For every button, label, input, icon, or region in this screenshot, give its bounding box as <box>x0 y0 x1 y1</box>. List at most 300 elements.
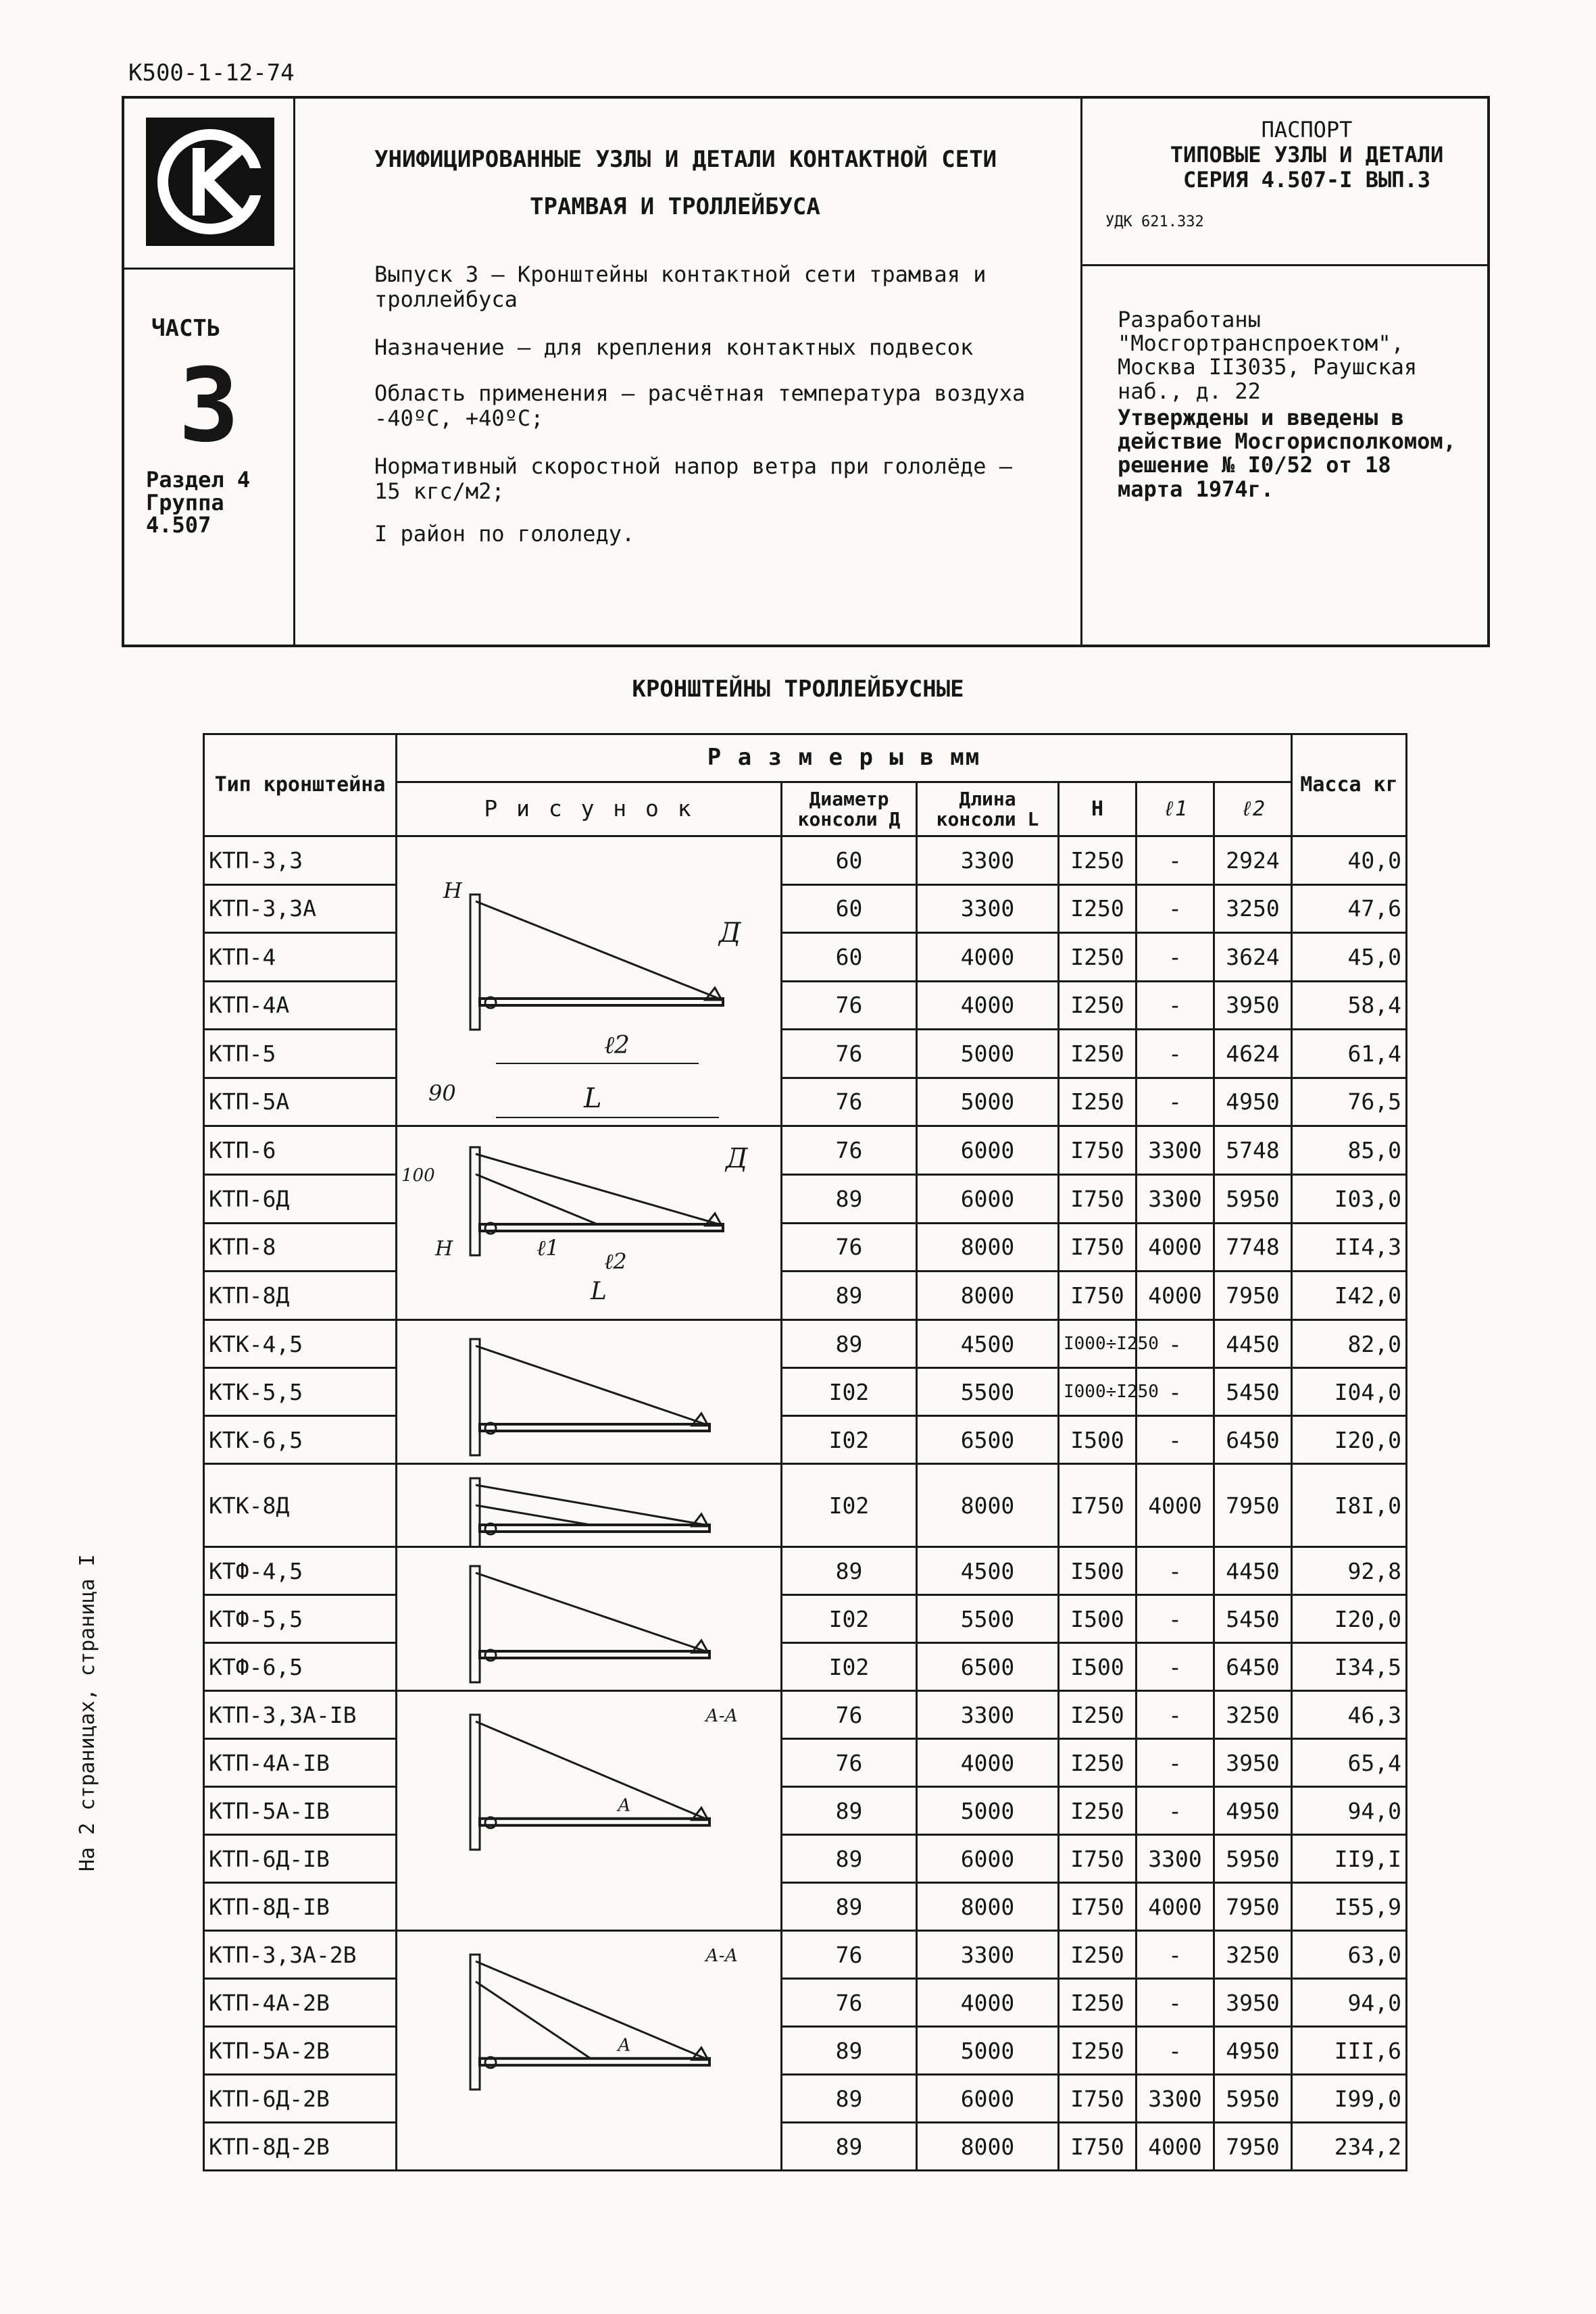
cell-type: КТК-4,5 <box>204 1320 397 1368</box>
cell-h: I250 <box>1059 1078 1137 1126</box>
table-row <box>204 1979 1407 2027</box>
cell-l1: 4000 <box>1137 1272 1214 1320</box>
cell-length: 3300 <box>917 1691 1059 1739</box>
document-code: К500-1-12-74 <box>128 59 295 86</box>
label-h: H <box>443 878 462 903</box>
cell-h: I500 <box>1059 1595 1137 1643</box>
cell-l2: 6450 <box>1214 1643 1292 1691</box>
cell-l2: 5950 <box>1214 1835 1292 1883</box>
cell-mass: 92,8 <box>1292 1547 1407 1595</box>
cell-diameter: 76 <box>782 1931 917 1979</box>
console-line <box>480 2058 709 2065</box>
mast-line <box>470 895 480 1030</box>
cell-diameter: I02 <box>782 1368 917 1416</box>
issue-text: Выпуск 3 – Кронштейны контактной сети трамвая и троллейбуса <box>374 261 987 312</box>
cell-l1: - <box>1137 1030 1214 1078</box>
cell-mass: II9,I <box>1292 1835 1407 1883</box>
cell-h: I250 <box>1059 884 1137 933</box>
console-line <box>480 1424 709 1431</box>
cell-length: 6000 <box>917 1126 1059 1175</box>
header-mass: Масса кг <box>1292 734 1407 836</box>
cell-length: 3300 <box>917 884 1059 933</box>
cell-length: 4000 <box>917 933 1059 982</box>
strut-line <box>476 1505 591 1525</box>
table-row <box>204 1595 1407 1643</box>
cell-mass: I20,0 <box>1292 1595 1407 1643</box>
cell-mass: 65,4 <box>1292 1739 1407 1787</box>
cell-l2: 4450 <box>1214 1320 1292 1368</box>
header-diameter: Диаметр консоли Д <box>782 782 917 836</box>
cell-h: I750 <box>1059 1223 1137 1272</box>
cell-diameter: 76 <box>782 1979 917 2027</box>
passport-header <box>122 96 1490 647</box>
cell-type: КТК-8Д <box>204 1464 397 1547</box>
bracket-drawing-cell <box>397 1547 782 1691</box>
cell-length: 4000 <box>917 1979 1059 2027</box>
bracket-drawing <box>401 1934 787 2167</box>
cell-length: 4500 <box>917 1547 1059 1595</box>
cell-mass: 94,0 <box>1292 1979 1407 2027</box>
cell-type: КТК-5,5 <box>204 1368 397 1416</box>
tie-rod-line <box>476 1485 705 1525</box>
cell-mass: 46,3 <box>1292 1691 1407 1739</box>
cell-type: КТП-5 <box>204 1030 397 1078</box>
part-number: 3 <box>178 347 240 465</box>
page-title: УНИФИЦИРОВАННЫЕ УЗЛЫ И ДЕТАЛИ КОНТАКТНОЙ СЕТИ <box>374 146 997 173</box>
console-line <box>480 999 723 1005</box>
udk-code: УДК 621.332 <box>1105 213 1204 230</box>
cell-h: I750 <box>1059 2075 1137 2123</box>
cell-mass: II4,3 <box>1292 1223 1407 1272</box>
cell-h: I250 <box>1059 933 1137 982</box>
cell-l2: 7950 <box>1214 1272 1292 1320</box>
cell-l2: 4450 <box>1214 1547 1292 1595</box>
cell-diameter: 76 <box>782 981 917 1030</box>
page-subtitle: ТРАМВАЯ И ТРОЛЛЕЙБУСА <box>530 193 820 220</box>
cell-h: I750 <box>1059 1126 1137 1175</box>
table-row <box>204 1787 1407 1835</box>
mast-line <box>470 1339 480 1455</box>
cell-l1: - <box>1137 1416 1214 1464</box>
cell-l2: 5450 <box>1214 1368 1292 1416</box>
cell-mass: I99,0 <box>1292 2075 1407 2123</box>
cell-l2: 3250 <box>1214 1931 1292 1979</box>
cell-diameter: 76 <box>782 1030 917 1078</box>
cell-mass: 82,0 <box>1292 1320 1407 1368</box>
cell-h: I000÷I250 <box>1059 1320 1137 1368</box>
cell-length: 5000 <box>917 2027 1059 2075</box>
cell-h: I750 <box>1059 1272 1137 1320</box>
cell-type: КТП-3,3А-IВ <box>204 1691 397 1739</box>
cell-l1: - <box>1137 1078 1214 1126</box>
cell-type: КТК-6,5 <box>204 1416 397 1464</box>
cell-length: 5000 <box>917 1030 1059 1078</box>
cell-l1: 3300 <box>1137 1126 1214 1175</box>
cell-type: КТП-5А-2В <box>204 2027 397 2075</box>
mast-line <box>470 1715 480 1850</box>
cell-l2: 7950 <box>1214 1883 1292 1931</box>
mast-line <box>470 1147 480 1255</box>
cell-type: КТП-6 <box>204 1126 397 1175</box>
bracket-drawing-cell <box>397 1320 782 1464</box>
cell-mass: III,6 <box>1292 2027 1407 2075</box>
label-d: Д <box>719 917 741 949</box>
cell-l2: 6450 <box>1214 1416 1292 1464</box>
cell-diameter: 76 <box>782 1126 917 1175</box>
cell-mass: I20,0 <box>1292 1416 1407 1464</box>
cell-diameter: 76 <box>782 1739 917 1787</box>
cell-type: КТФ-6,5 <box>204 1643 397 1691</box>
tie-rod-line <box>476 1346 705 1424</box>
cell-l1: - <box>1137 1739 1214 1787</box>
cell-h: I750 <box>1059 1883 1137 1931</box>
cell-l1: 3300 <box>1137 1835 1214 1883</box>
cell-l1: 4000 <box>1137 1464 1214 1547</box>
label-section: А-А <box>705 1705 739 1726</box>
divider <box>1080 264 1487 266</box>
cell-diameter: 60 <box>782 884 917 933</box>
cell-mass: 58,4 <box>1292 981 1407 1030</box>
console-line <box>480 1224 723 1231</box>
label-d: Д <box>726 1143 748 1174</box>
cell-type: КТП-6Д-2В <box>204 2075 397 2123</box>
cell-l1: - <box>1137 981 1214 1030</box>
header-h: Н <box>1059 782 1137 836</box>
cell-type: КТП-8Д <box>204 1272 397 1320</box>
cell-mass: I42,0 <box>1292 1272 1407 1320</box>
cell-l1: 4000 <box>1137 2123 1214 2171</box>
ck-logo-icon <box>146 118 274 246</box>
cell-l1: 3300 <box>1137 1174 1214 1223</box>
cell-length: 6000 <box>917 1835 1059 1883</box>
cell-l1: - <box>1137 1787 1214 1835</box>
cell-l2: 3624 <box>1214 933 1292 982</box>
cell-diameter: 76 <box>782 1223 917 1272</box>
table-row <box>204 1547 1407 1595</box>
cell-diameter: 76 <box>782 1078 917 1126</box>
table-row <box>204 2075 1407 2123</box>
table-row <box>204 1691 1407 1739</box>
wind-text: Нормативный скоростной напор ветра при гололёде – 15 кгс/м2; <box>374 453 1013 504</box>
cell-type: КТП-4А-IВ <box>204 1739 397 1787</box>
cell-type: КТП-6Д-IВ <box>204 1835 397 1883</box>
bracket-drawing <box>401 1694 787 1928</box>
bracket-drawing <box>401 837 787 1125</box>
tie-rod-line <box>476 901 719 999</box>
section-label: Раздел 4 <box>146 467 251 493</box>
cell-l2: 4950 <box>1214 1078 1292 1126</box>
table-row <box>204 1643 1407 1691</box>
header-dimensions: Р а з м е р ы в мм <box>397 734 1292 782</box>
cell-h: I000÷I250 <box>1059 1368 1137 1416</box>
cell-h: I250 <box>1059 1739 1137 1787</box>
table-row <box>204 1739 1407 1787</box>
cell-mass: I55,9 <box>1292 1883 1407 1931</box>
cell-diameter: 60 <box>782 836 917 885</box>
bracket-drawing-cell <box>397 1464 782 1547</box>
cell-l2: 5748 <box>1214 1126 1292 1175</box>
table-row <box>204 836 1407 885</box>
divider <box>1080 99 1082 645</box>
cell-type: КТП-3,3А-2В <box>204 1931 397 1979</box>
label-l1: ℓ1 <box>537 1235 559 1261</box>
cell-h: I500 <box>1059 1643 1137 1691</box>
cell-type: КТП-4А-2В <box>204 1979 397 2027</box>
brackets-table <box>203 733 1407 2171</box>
cell-type: КТФ-4,5 <box>204 1547 397 1595</box>
cell-h: I250 <box>1059 1030 1137 1078</box>
table-row <box>204 2027 1407 2075</box>
table-row <box>204 1030 1407 1078</box>
cell-l2: 4950 <box>1214 1787 1292 1835</box>
cell-h: I250 <box>1059 1931 1137 1979</box>
cell-h: I750 <box>1059 1464 1137 1547</box>
cell-diameter: 89 <box>782 1787 917 1835</box>
cell-diameter: I02 <box>782 1416 917 1464</box>
logo <box>146 118 274 246</box>
cell-mass: 234,2 <box>1292 2123 1407 2171</box>
cell-l1: - <box>1137 1931 1214 1979</box>
cell-mass: 94,0 <box>1292 1787 1407 1835</box>
passport-block <box>1138 118 1476 192</box>
bracket-drawing-cell <box>397 1126 782 1320</box>
mast-line <box>470 1478 480 1556</box>
cell-length: 5000 <box>917 1787 1059 1835</box>
cell-l2: 4624 <box>1214 1030 1292 1078</box>
label-a: А <box>618 1795 631 1815</box>
label-a: А <box>618 2035 631 2055</box>
cell-mass: I04,0 <box>1292 1368 1407 1416</box>
cell-l1: - <box>1137 1320 1214 1368</box>
table-row <box>204 884 1407 933</box>
bracket-drawing-cell <box>397 836 782 1126</box>
table-row <box>204 1931 1407 1979</box>
label-90: 90 <box>428 1080 456 1106</box>
ice-text: I район по гололеду. <box>374 521 635 547</box>
cell-length: 6000 <box>917 1174 1059 1223</box>
cell-l1: - <box>1137 1595 1214 1643</box>
cell-l1: - <box>1137 933 1214 982</box>
console-line <box>480 1525 709 1532</box>
cell-l1: - <box>1137 884 1214 933</box>
cell-mass: 40,0 <box>1292 836 1407 885</box>
table-row <box>204 1272 1407 1320</box>
cell-h: I250 <box>1059 836 1137 885</box>
tie-rod-line <box>476 1573 705 1651</box>
label-l2: ℓ2 <box>604 1249 627 1274</box>
header-l1: ℓ1 <box>1137 782 1214 836</box>
label-l: L <box>591 1278 607 1305</box>
cell-diameter: 89 <box>782 1883 917 1931</box>
bracket-drawing <box>401 1549 787 1689</box>
bracket-drawing <box>401 1127 787 1319</box>
scope-text: Область применения – расчётная температура воздуха -40ºС, +40ºС; <box>374 380 1026 431</box>
tie-rod-line <box>476 1961 705 2059</box>
cell-diameter: 89 <box>782 2123 917 2171</box>
label-l: L <box>584 1083 602 1114</box>
table-row <box>204 1223 1407 1272</box>
cell-type: КТП-3,3А <box>204 884 397 933</box>
table-row <box>204 933 1407 982</box>
cell-diameter: 89 <box>782 2075 917 2123</box>
cell-l2: 3950 <box>1214 1979 1292 2027</box>
passport-series: СЕРИЯ 4.507-I ВЫП.3 <box>1182 166 1431 193</box>
approved-by: Утверждены и введены в действие Мосгорисполкомом, решение № I0/52 от 18 марта 1974г. <box>1118 405 1456 502</box>
header-type: Тип кронштейна <box>204 734 397 836</box>
mast-line <box>470 1566 480 1682</box>
cell-length: 8000 <box>917 1223 1059 1272</box>
cell-diameter: 76 <box>782 1691 917 1739</box>
table-row <box>204 1368 1407 1416</box>
cell-length: 5500 <box>917 1368 1059 1416</box>
bracket-drawing <box>401 1322 787 1462</box>
cell-h: I250 <box>1059 1979 1137 2027</box>
cell-h: I250 <box>1059 1787 1137 1835</box>
strut-line <box>476 1982 591 2059</box>
cell-l2: 5450 <box>1214 1595 1292 1643</box>
cell-l1: - <box>1137 1979 1214 2027</box>
cell-diameter: I02 <box>782 1643 917 1691</box>
cell-l2: 5950 <box>1214 1174 1292 1223</box>
cell-diameter: 89 <box>782 1174 917 1223</box>
page-count-note: На 2 страницах, страница I <box>76 1554 99 1871</box>
cell-l1: 4000 <box>1137 1883 1214 1931</box>
bracket-drawing-cell <box>397 1691 782 1931</box>
cell-mass: I03,0 <box>1292 1174 1407 1223</box>
cell-h: I500 <box>1059 1547 1137 1595</box>
table-row <box>204 1126 1407 1175</box>
cell-type: КТП-8Д-IВ <box>204 1883 397 1931</box>
cell-length: 6500 <box>917 1643 1059 1691</box>
cell-l2: 4950 <box>1214 2027 1292 2075</box>
passport-title: ПАСПОРТ <box>1261 117 1353 143</box>
cell-diameter: 60 <box>782 933 917 982</box>
section-info <box>146 469 250 537</box>
cell-diameter: 89 <box>782 1320 917 1368</box>
cell-length: 4500 <box>917 1320 1059 1368</box>
table-title: КРОНШТЕЙНЫ ТРОЛЛЕЙБУСНЫЕ <box>632 676 964 703</box>
cell-length: 3300 <box>917 836 1059 885</box>
cell-l2: 3250 <box>1214 1691 1292 1739</box>
cell-length: 4000 <box>917 981 1059 1030</box>
label-l2: ℓ2 <box>604 1032 630 1059</box>
cell-diameter: 89 <box>782 2027 917 2075</box>
cell-mass: 61,4 <box>1292 1030 1407 1078</box>
table-row <box>204 981 1407 1030</box>
cell-l1: - <box>1137 1643 1214 1691</box>
label-h: H <box>435 1237 453 1261</box>
cell-l2: 3950 <box>1214 981 1292 1030</box>
cell-h: I500 <box>1059 1416 1137 1464</box>
cell-l1: 4000 <box>1137 1223 1214 1272</box>
console-line <box>480 1651 709 1658</box>
table-row <box>204 1416 1407 1464</box>
table-row <box>204 1320 1407 1368</box>
cell-diameter: I02 <box>782 1595 917 1643</box>
part-label: ЧАСТЬ <box>151 315 221 342</box>
cell-type: КТП-5А-IВ <box>204 1787 397 1835</box>
cell-l1: 3300 <box>1137 2075 1214 2123</box>
cell-length: 4000 <box>917 1739 1059 1787</box>
group-code: 4.507 <box>146 512 211 538</box>
cell-diameter: I02 <box>782 1464 917 1547</box>
cell-diameter: 89 <box>782 1835 917 1883</box>
cell-l2: 7950 <box>1214 2123 1292 2171</box>
passport-series-title: ТИПОВЫЕ УЗЛЫ И ДЕТАЛИ <box>1170 141 1444 168</box>
mast-line <box>470 1955 480 2090</box>
table-row <box>204 1078 1407 1126</box>
cell-type: КТП-3,3 <box>204 836 397 885</box>
cell-length: 8000 <box>917 2123 1059 2171</box>
cell-l1: - <box>1137 836 1214 885</box>
cell-mass: 63,0 <box>1292 1931 1407 1979</box>
console-line <box>480 1818 709 1825</box>
cell-l2: 3250 <box>1214 884 1292 933</box>
cell-mass: 85,0 <box>1292 1126 1407 1175</box>
cell-type: КТП-4А <box>204 981 397 1030</box>
cell-mass: 47,6 <box>1292 884 1407 933</box>
cell-type: КТП-8Д-2В <box>204 2123 397 2171</box>
cell-h: I750 <box>1059 1174 1137 1223</box>
cell-length: 6000 <box>917 2075 1059 2123</box>
table-row <box>204 1835 1407 1883</box>
cell-mass: I8I,0 <box>1292 1464 1407 1547</box>
cell-l1: - <box>1137 2027 1214 2075</box>
cell-l2: 7748 <box>1214 1223 1292 1272</box>
developed-by: Разработаны "Мосгортранспроектом", Москва II3035, Раушская наб., д. 22 <box>1118 307 1418 404</box>
strut-line <box>476 1174 597 1224</box>
header-drawing: Р и с у н о к <box>397 782 782 836</box>
cell-diameter: 89 <box>782 1547 917 1595</box>
label-100: 100 <box>401 1165 435 1186</box>
cell-h: I750 <box>1059 2123 1137 2171</box>
cell-l1: - <box>1137 1691 1214 1739</box>
cell-type: КТП-6Д <box>204 1174 397 1223</box>
cell-length: 8000 <box>917 1464 1059 1547</box>
cell-h: I250 <box>1059 2027 1137 2075</box>
cell-length: 6500 <box>917 1416 1059 1464</box>
divider <box>124 268 293 270</box>
table-row <box>204 1464 1407 1547</box>
purpose-text: Назначение – для крепления контактных подвесок <box>374 334 974 360</box>
cell-diameter: 89 <box>782 1272 917 1320</box>
tie-rod-line <box>476 1721 705 1819</box>
cell-h: I250 <box>1059 981 1137 1030</box>
cell-l2: 2924 <box>1214 836 1292 885</box>
bracket-drawing-cell <box>397 1931 782 2171</box>
cell-length: 3300 <box>917 1931 1059 1979</box>
table-row <box>204 2123 1407 2171</box>
cell-type: КТП-8 <box>204 1223 397 1272</box>
cell-type: КТФ-5,5 <box>204 1595 397 1643</box>
cell-l1: - <box>1137 1547 1214 1595</box>
cell-h: I250 <box>1059 1691 1137 1739</box>
cell-type: КТП-5А <box>204 1078 397 1126</box>
cell-l2: 3950 <box>1214 1739 1292 1787</box>
cell-type: КТП-4 <box>204 933 397 982</box>
header-l2: ℓ2 <box>1214 782 1292 836</box>
bracket-drawing <box>401 1465 787 1546</box>
cell-length: 5500 <box>917 1595 1059 1643</box>
header-length: Длина консоли L <box>917 782 1059 836</box>
divider <box>293 99 295 645</box>
cell-h: I750 <box>1059 1835 1137 1883</box>
cell-mass: 76,5 <box>1292 1078 1407 1126</box>
table-row <box>204 1883 1407 1931</box>
table-row <box>204 1174 1407 1223</box>
cell-length: 5000 <box>917 1078 1059 1126</box>
cell-l2: 5950 <box>1214 2075 1292 2123</box>
